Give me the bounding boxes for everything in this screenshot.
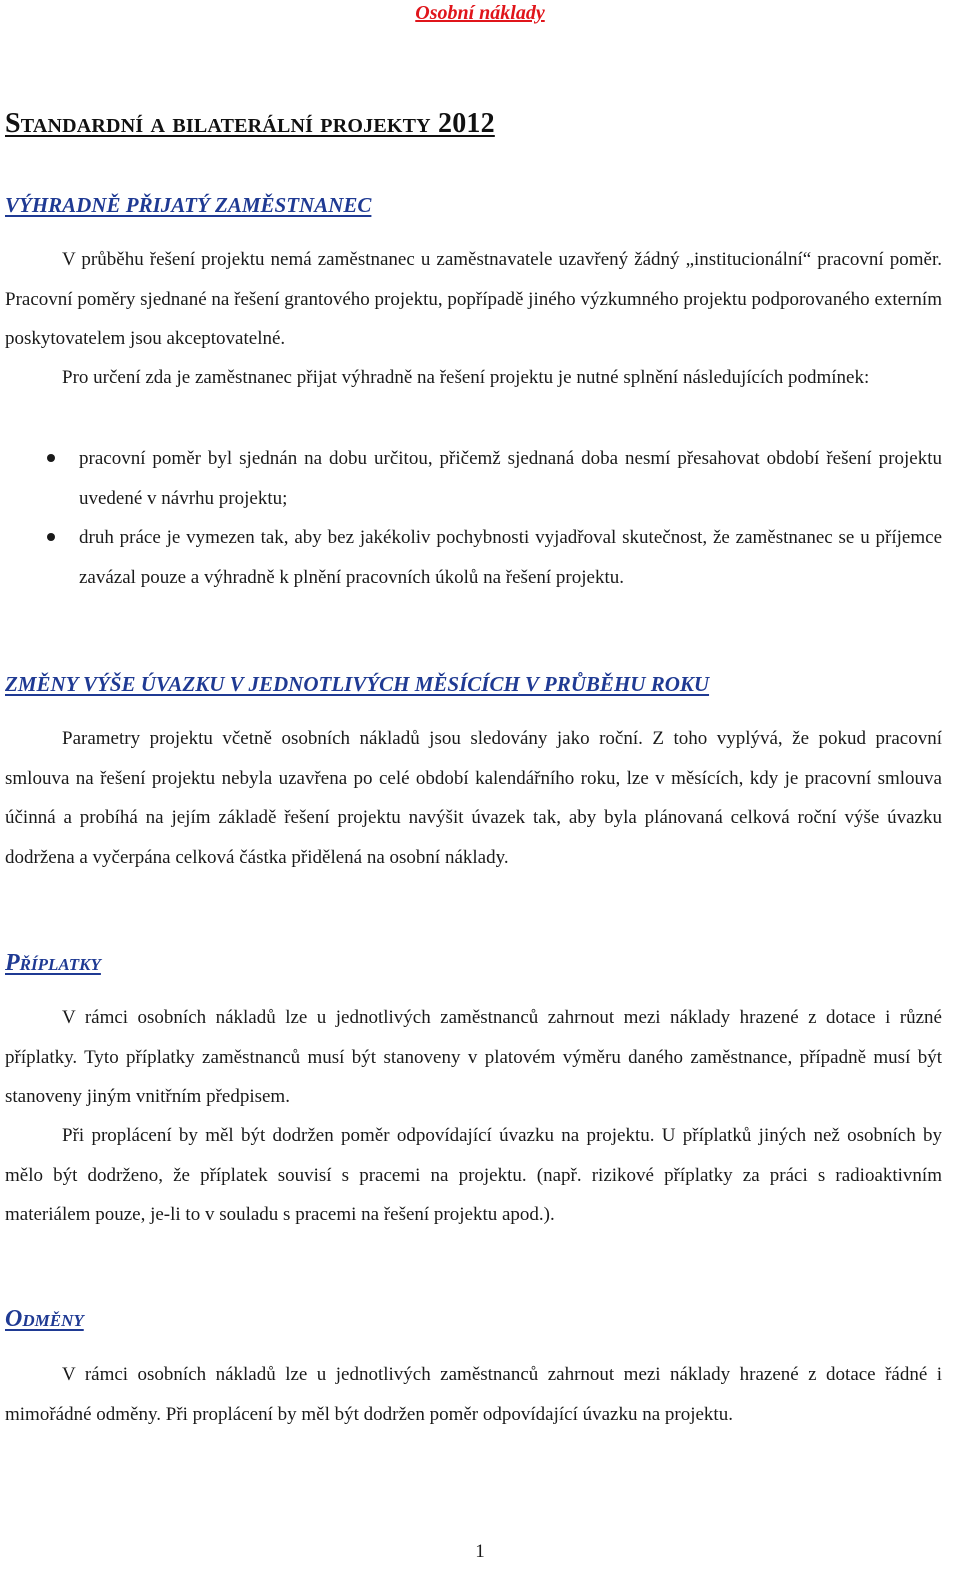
document-title: Standardní a bilaterální projekty 2012 [5, 108, 495, 139]
section-1-paragraph-1: V průběhu řešení projektu nemá zaměstnanec u zaměstnavatele uzavřený žádný „institucionální“ pracovní poměr. Pracovní poměry sjednané na řešení grantového projektu, popřípadě jiného výzkumného projektu podporovaného externím poskytovatelem jsou akceptovatelné. [5, 249, 942, 349]
list-item [5, 439, 942, 518]
section-3-paragraph-2: Při proplácení by měl být dodržen poměr odpovídající úvazku na projektu. U příplatků jiných než osobních by mělo být dodrženo, že příplatek souvisí s pracemi na projektu. (např. rizikové příplatky za práci s radioaktivním materiálem pouze, je-li to v souladu s pracemi na řešení projektu apod.). [5, 1125, 942, 1225]
section-heading-priplatky: Příplatky [5, 950, 101, 976]
list-item-text: pracovní poměr byl sjednán na dobu určitou, přičemž sjednaná doba nesmí přesahovat období řešení projektu uvedené v návrhu projektu; [79, 448, 942, 509]
page-number: 1 [475, 1541, 485, 1562]
bullet-icon [47, 533, 55, 541]
section-heading-odmeny: Odměny [5, 1306, 84, 1332]
section-heading-vyhradne-prijaty: VÝHRADNĚ PŘIJATÝ ZAMĚSTNANEC [5, 193, 372, 217]
section-3-paragraph-1: V rámci osobních nákladů lze u jednotlivých zaměstnanců zahrnout mezi náklady hrazené z dotace i různé příplatky. Tyto příplatky zaměstnanců musí být stanoveny v platovém výměru daného zaměstnance, případně musí být stanoveny jiným vnitřním předpisem. [5, 1007, 942, 1107]
conditions-list [5, 439, 942, 597]
bullet-icon [47, 454, 55, 462]
section-2-paragraph-1: Parametry projektu včetně osobních nákladů jsou sledovány jako roční. Z toho vyplývá, že pokud pracovní smlouva na řešení projektu nebyla uzavřena po celé období kalendářního roku, lze v měsících, kdy je pracovní smlouva účinná a probíhá na jejím základě řešení projektu navýšit úvazek tak, aby byla plánovaná celková roční výše úvazku dodržena a vyčerpána celková částka přidělená na osobní náklady. [5, 728, 942, 868]
section-1-paragraph-2: Pro určení zda je zaměstnanec přijat výhradně na řešení projektu je nutné splnění následujících podmínek: [62, 367, 870, 388]
list-item [5, 518, 942, 597]
list-item-text: druh práce je vymezen tak, aby bez jakékoliv pochybnosti vyjadřoval skutečnost, že zaměstnanec se u příjemce zavázal pouze a výhradně k plnění pracovních úkolů na řešení projektu. [79, 527, 942, 588]
section-heading-zmeny-vyse-uvazku: ZMĚNY VÝŠE ÚVAZKU V JEDNOTLIVÝCH MĚSÍCÍCH V PRŮBĚHU ROKU [5, 672, 710, 696]
section-4-paragraph-1: V rámci osobních nákladů lze u jednotlivých zaměstnanců zahrnout mezi náklady hrazené z dotace řádné i mimořádné odměny. Při proplácení by měl být dodržen poměr odpovídající úvazku na projektu. [5, 1364, 942, 1425]
header-link-osobni-naklady[interactable]: Osobní náklady [415, 2, 545, 24]
